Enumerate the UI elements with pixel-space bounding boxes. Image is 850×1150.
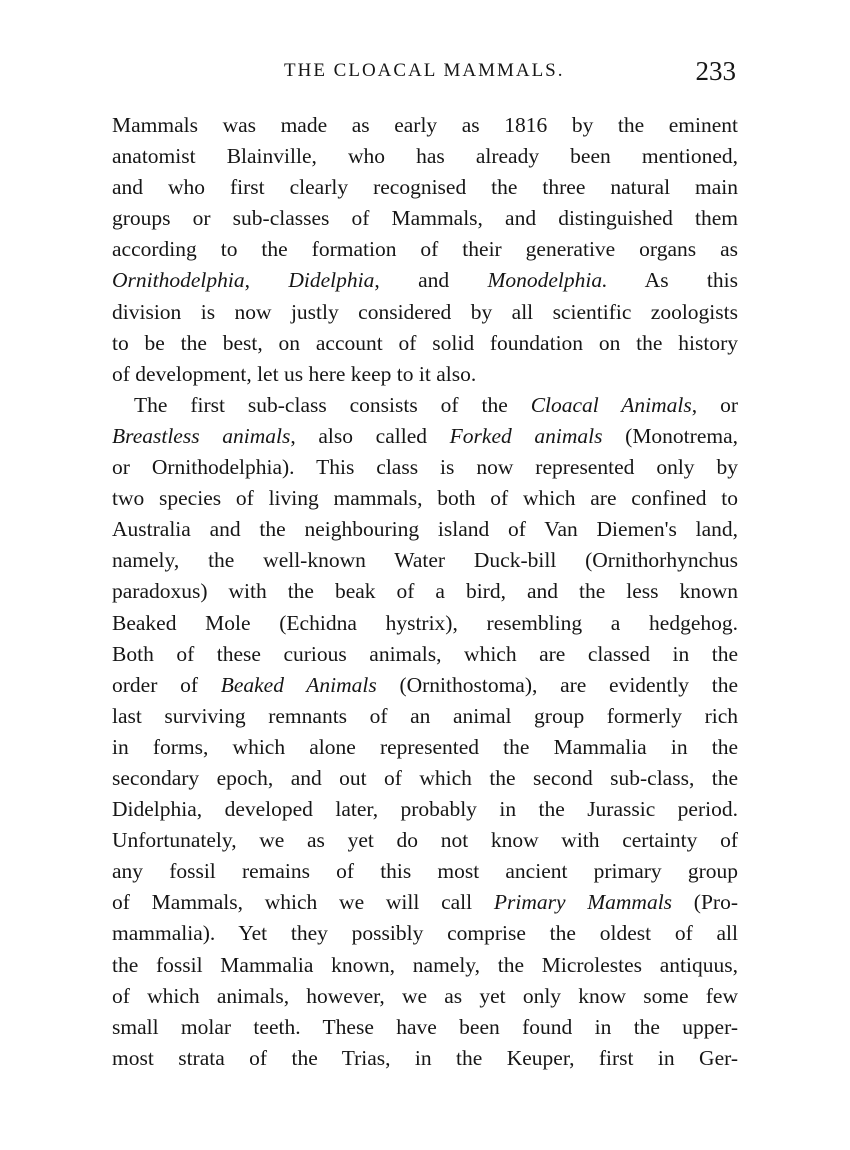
text-segment: As this <box>607 268 738 293</box>
text-segment: Didelphia, developed later, probably in the Jurassic period. <box>112 797 738 822</box>
text-line <box>112 110 738 141</box>
text-line <box>112 576 738 607</box>
text-segment: of Mammals, which we will call <box>112 890 494 915</box>
text-segment: division is now justly considered by all scientific zoologists <box>112 299 738 324</box>
text-line <box>112 514 738 545</box>
text-line <box>112 918 738 949</box>
text-line <box>112 203 738 234</box>
body-text <box>112 110 738 1074</box>
text-segment: most strata of the Trias, in the Keuper, first in Ger- <box>112 1045 738 1070</box>
text-line <box>112 234 738 265</box>
text-line <box>112 172 738 203</box>
text-segment: (Monotrema, <box>602 423 738 448</box>
text-segment: order of <box>112 672 221 697</box>
text-segment: paradoxus) with the beak of a bird, and the less known <box>112 579 738 604</box>
text-line <box>112 732 738 763</box>
text-segment: to be the best, on account of solid foundation on the history <box>112 330 738 355</box>
italic-text: Ornithodelphia <box>112 268 245 293</box>
text-line <box>112 483 738 514</box>
italic-text: Beaked Animals <box>220 672 377 697</box>
italic-text: Forked animals <box>449 423 603 448</box>
italic-text: Monodelphia. <box>487 268 608 293</box>
text-segment: any fossil remains of this most ancient primary group <box>112 859 738 884</box>
page-number: 233 <box>695 56 736 86</box>
text-line <box>112 421 738 452</box>
text-segment: , or <box>691 392 738 417</box>
italic-text: Primary Mammals <box>493 890 673 915</box>
text-segment: of development, let us here keep to it also. <box>112 361 477 386</box>
text-line <box>112 701 738 732</box>
text-segment: Mammals was made as early as 1816 by the eminent <box>112 113 738 137</box>
text-segment: of which animals, however, we as yet only know some few <box>112 983 738 1008</box>
text-line <box>112 670 738 701</box>
text-line <box>112 1012 738 1043</box>
text-segment: groups or sub-classes of Mammals, and distinguished them <box>112 206 738 231</box>
text-segment: , also called <box>290 423 450 448</box>
italic-text: Didelphia <box>288 268 375 293</box>
text-segment: mammalia). Yet they possibly comprise the oldest of all <box>112 921 738 946</box>
text-segment: Australia and the neighbouring island of Van Diemen's land, <box>112 517 738 542</box>
text-line <box>112 608 738 639</box>
text-line <box>112 950 738 981</box>
text-line <box>112 545 738 576</box>
text-segment: secondary epoch, and out of which the second sub-class, the <box>112 765 738 790</box>
text-line <box>112 887 738 918</box>
text-segment: Both of these curious animals, which are classed in the <box>112 641 738 666</box>
text-segment: The first sub-class consists of the <box>134 392 531 417</box>
text-segment: or Ornithodelphia). This class is now represented only by <box>112 455 738 480</box>
italic-text: Cloacal Animals <box>530 392 692 417</box>
text-line <box>112 981 738 1012</box>
text-line <box>112 1043 738 1074</box>
text-line <box>112 297 738 328</box>
text-segment: small molar teeth. These have been found in the upper- <box>112 1014 738 1039</box>
text-segment: in forms, which alone represented the Mammalia in the <box>112 734 738 759</box>
text-line <box>112 639 738 670</box>
text-segment: the fossil Mammalia known, namely, the Microlestes antiquus, <box>112 952 738 977</box>
text-segment: namely, the well-known Water Duck-bill (Ornithorhynchus <box>112 548 738 573</box>
text-segment: (Pro- <box>672 890 738 915</box>
text-segment: Unfortunately, we as yet do not know with certainty of <box>112 828 738 853</box>
text-line <box>112 763 738 794</box>
text-line <box>112 328 738 359</box>
text-line <box>112 390 738 421</box>
text-segment: according to the formation of their generative organs as <box>112 237 738 262</box>
text-segment: and who first clearly recognised the three natural main <box>112 175 738 200</box>
text-line <box>112 359 738 390</box>
text-segment: anatomist Blainville, who has already been mentioned, <box>112 144 738 169</box>
text-segment: two species of living mammals, both of which are confined to <box>112 486 738 511</box>
page-header <box>112 58 738 92</box>
text-line <box>112 825 738 856</box>
text-segment: , and <box>374 268 488 293</box>
text-line <box>112 856 738 887</box>
italic-text: Breastless animals <box>112 423 291 448</box>
text-segment: Beaked Mole (Echidna hystrix), resembling a hedgehog. <box>112 610 738 635</box>
running-title: THE CLOACAL MAMMALS. <box>284 60 565 81</box>
text-segment: last surviving remnants of an animal group formerly rich <box>112 703 738 728</box>
text-line <box>112 794 738 825</box>
text-segment: , <box>244 268 289 293</box>
text-line <box>112 452 738 483</box>
text-segment: (Ornithostoma), are evidently the <box>376 672 738 697</box>
text-line <box>112 265 738 296</box>
text-line <box>112 141 738 172</box>
